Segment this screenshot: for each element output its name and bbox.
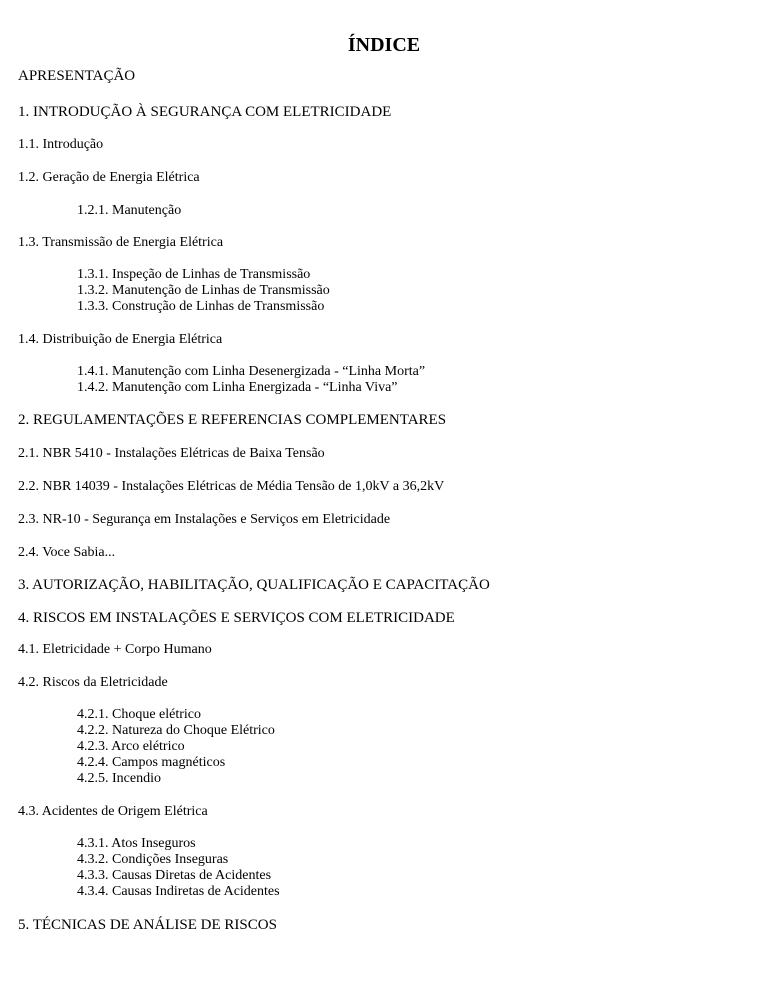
toc-entry: 4.2.1. Choque elétrico	[77, 707, 202, 722]
toc-entry: 1.4.2. Manutenção com Linha Energizada - “Linha Viva”	[77, 380, 398, 395]
toc-entry: 1.2. Geração de Energia Elétrica	[18, 170, 200, 185]
toc-entry: 1.3.2. Manutenção de Linhas de Transmissão	[77, 283, 330, 298]
toc-entry: 4.3.2. Condições Inseguras	[77, 852, 229, 867]
toc-entry: 3. AUTORIZAÇÃO, HABILITAÇÃO, QUALIFICAÇÃO E CAPACITAÇÃO	[18, 577, 490, 593]
toc-entry: 1.1. Introdução	[18, 137, 104, 152]
toc-entry: 1.3. Transmissão de Energia Elétrica	[18, 235, 224, 250]
toc-entry: 4.2. Riscos da Eletricidade	[18, 675, 168, 690]
toc-entry: 1.4.1. Manutenção com Linha Desenergizada - “Linha Morta”	[77, 364, 426, 379]
toc-entry: 4.3.3. Causas Diretas de Acidentes	[77, 868, 272, 883]
toc-entry: 4.3.1. Atos Inseguros	[77, 836, 196, 851]
toc-entry: 4.3.4. Causas Indiretas de Acidentes	[77, 884, 280, 899]
toc-entry: 4.2.3. Arco elétrico	[77, 739, 185, 754]
toc-entry: APRESENTAÇÃO	[18, 68, 136, 84]
toc-entry: 4.2.5. Incendio	[77, 771, 161, 786]
toc-entry: 1.2.1. Manutenção	[77, 203, 182, 218]
toc-entry: 2.2. NBR 14039 - Instalações Elétricas de Média Tensão de 1,0kV a 36,2kV	[18, 479, 445, 494]
toc-entry: 1. INTRODUÇÃO À SEGURANÇA COM ELETRICIDADE	[18, 104, 392, 120]
toc-entry: 2.4. Voce Sabia...	[18, 545, 116, 560]
toc-entry: 1.3.3. Construção de Linhas de Transmissão	[77, 299, 325, 314]
toc-entry: 4.2.4. Campos magnéticos	[77, 755, 226, 770]
toc-entry: 2.3. NR-10 - Segurança em Instalações e Serviços em Eletricidade	[18, 512, 391, 527]
toc-entry: 5. TÉCNICAS DE ANÁLISE DE RISCOS	[18, 917, 277, 933]
toc-entry: 4.3. Acidentes de Origem Elétrica	[18, 804, 208, 819]
toc-entry: 4. RISCOS EM INSTALAÇÕES E SERVIÇOS COM ELETRICIDADE	[18, 610, 455, 626]
toc-entry: 2. REGULAMENTAÇÕES E REFERENCIAS COMPLEMENTARES	[18, 412, 447, 428]
toc-entry: 1.3.1. Inspeção de Linhas de Transmissão	[77, 267, 311, 282]
toc-entry: 4.1. Eletricidade + Corpo Humano	[18, 642, 212, 657]
toc-entry: 4.2.2. Natureza do Choque Elétrico	[77, 723, 275, 738]
page-title: ÍNDICE	[347, 34, 421, 56]
toc-entry: 2.1. NBR 5410 - Instalações Elétricas de Baixa Tensão	[18, 446, 325, 461]
toc-entry: 1.4. Distribuição de Energia Elétrica	[18, 332, 223, 347]
